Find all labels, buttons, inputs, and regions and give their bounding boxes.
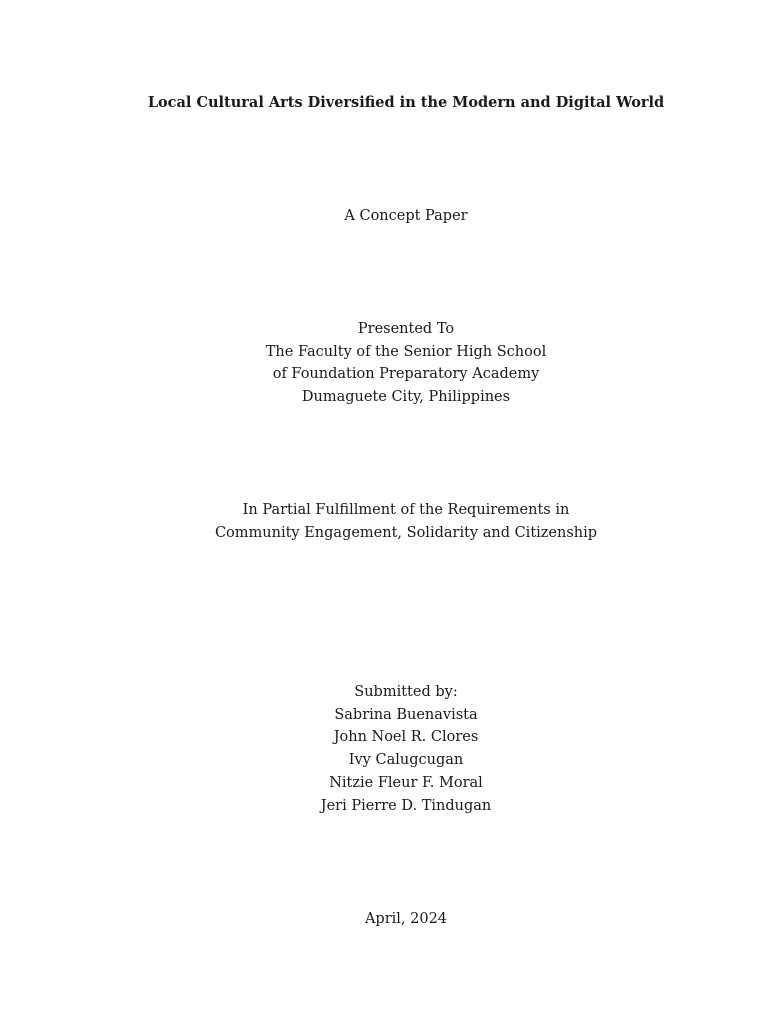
- author-name: Jeri Pierre D. Tindugan: [320, 797, 492, 814]
- fulfillment-line-1: In Partial Fulfillment of the Requirements in: [242, 502, 570, 518]
- paper-type: A Concept Paper: [344, 208, 468, 224]
- author-name: Nitzie Fleur F. Moral: [329, 774, 483, 791]
- presented-location: Dumaguete City, Philippines: [301, 389, 511, 406]
- presented-to-label: Presented To: [357, 321, 455, 337]
- submitted-by-label: Submitted by:: [354, 684, 458, 700]
- presented-faculty: The Faculty of the Senior High School: [265, 343, 547, 360]
- paper-title: Local Cultural Arts Diversified in the Modern and Digital World: [147, 94, 665, 111]
- submitted-by-block: [0, 681, 768, 817]
- author-name: Sabrina Buenavista: [334, 706, 478, 723]
- presented-to-block: [0, 318, 768, 409]
- fulfillment-line-2: Community Engagement, Solidarity and Citizenship: [214, 524, 598, 541]
- presented-school: of Foundation Preparatory Academy: [272, 366, 540, 383]
- author-name: John Noel R. Clores: [333, 729, 479, 746]
- submission-date: April, 2024: [364, 911, 448, 927]
- fulfillment-block: [0, 499, 768, 544]
- author-name: Ivy Calugcugan: [348, 752, 464, 769]
